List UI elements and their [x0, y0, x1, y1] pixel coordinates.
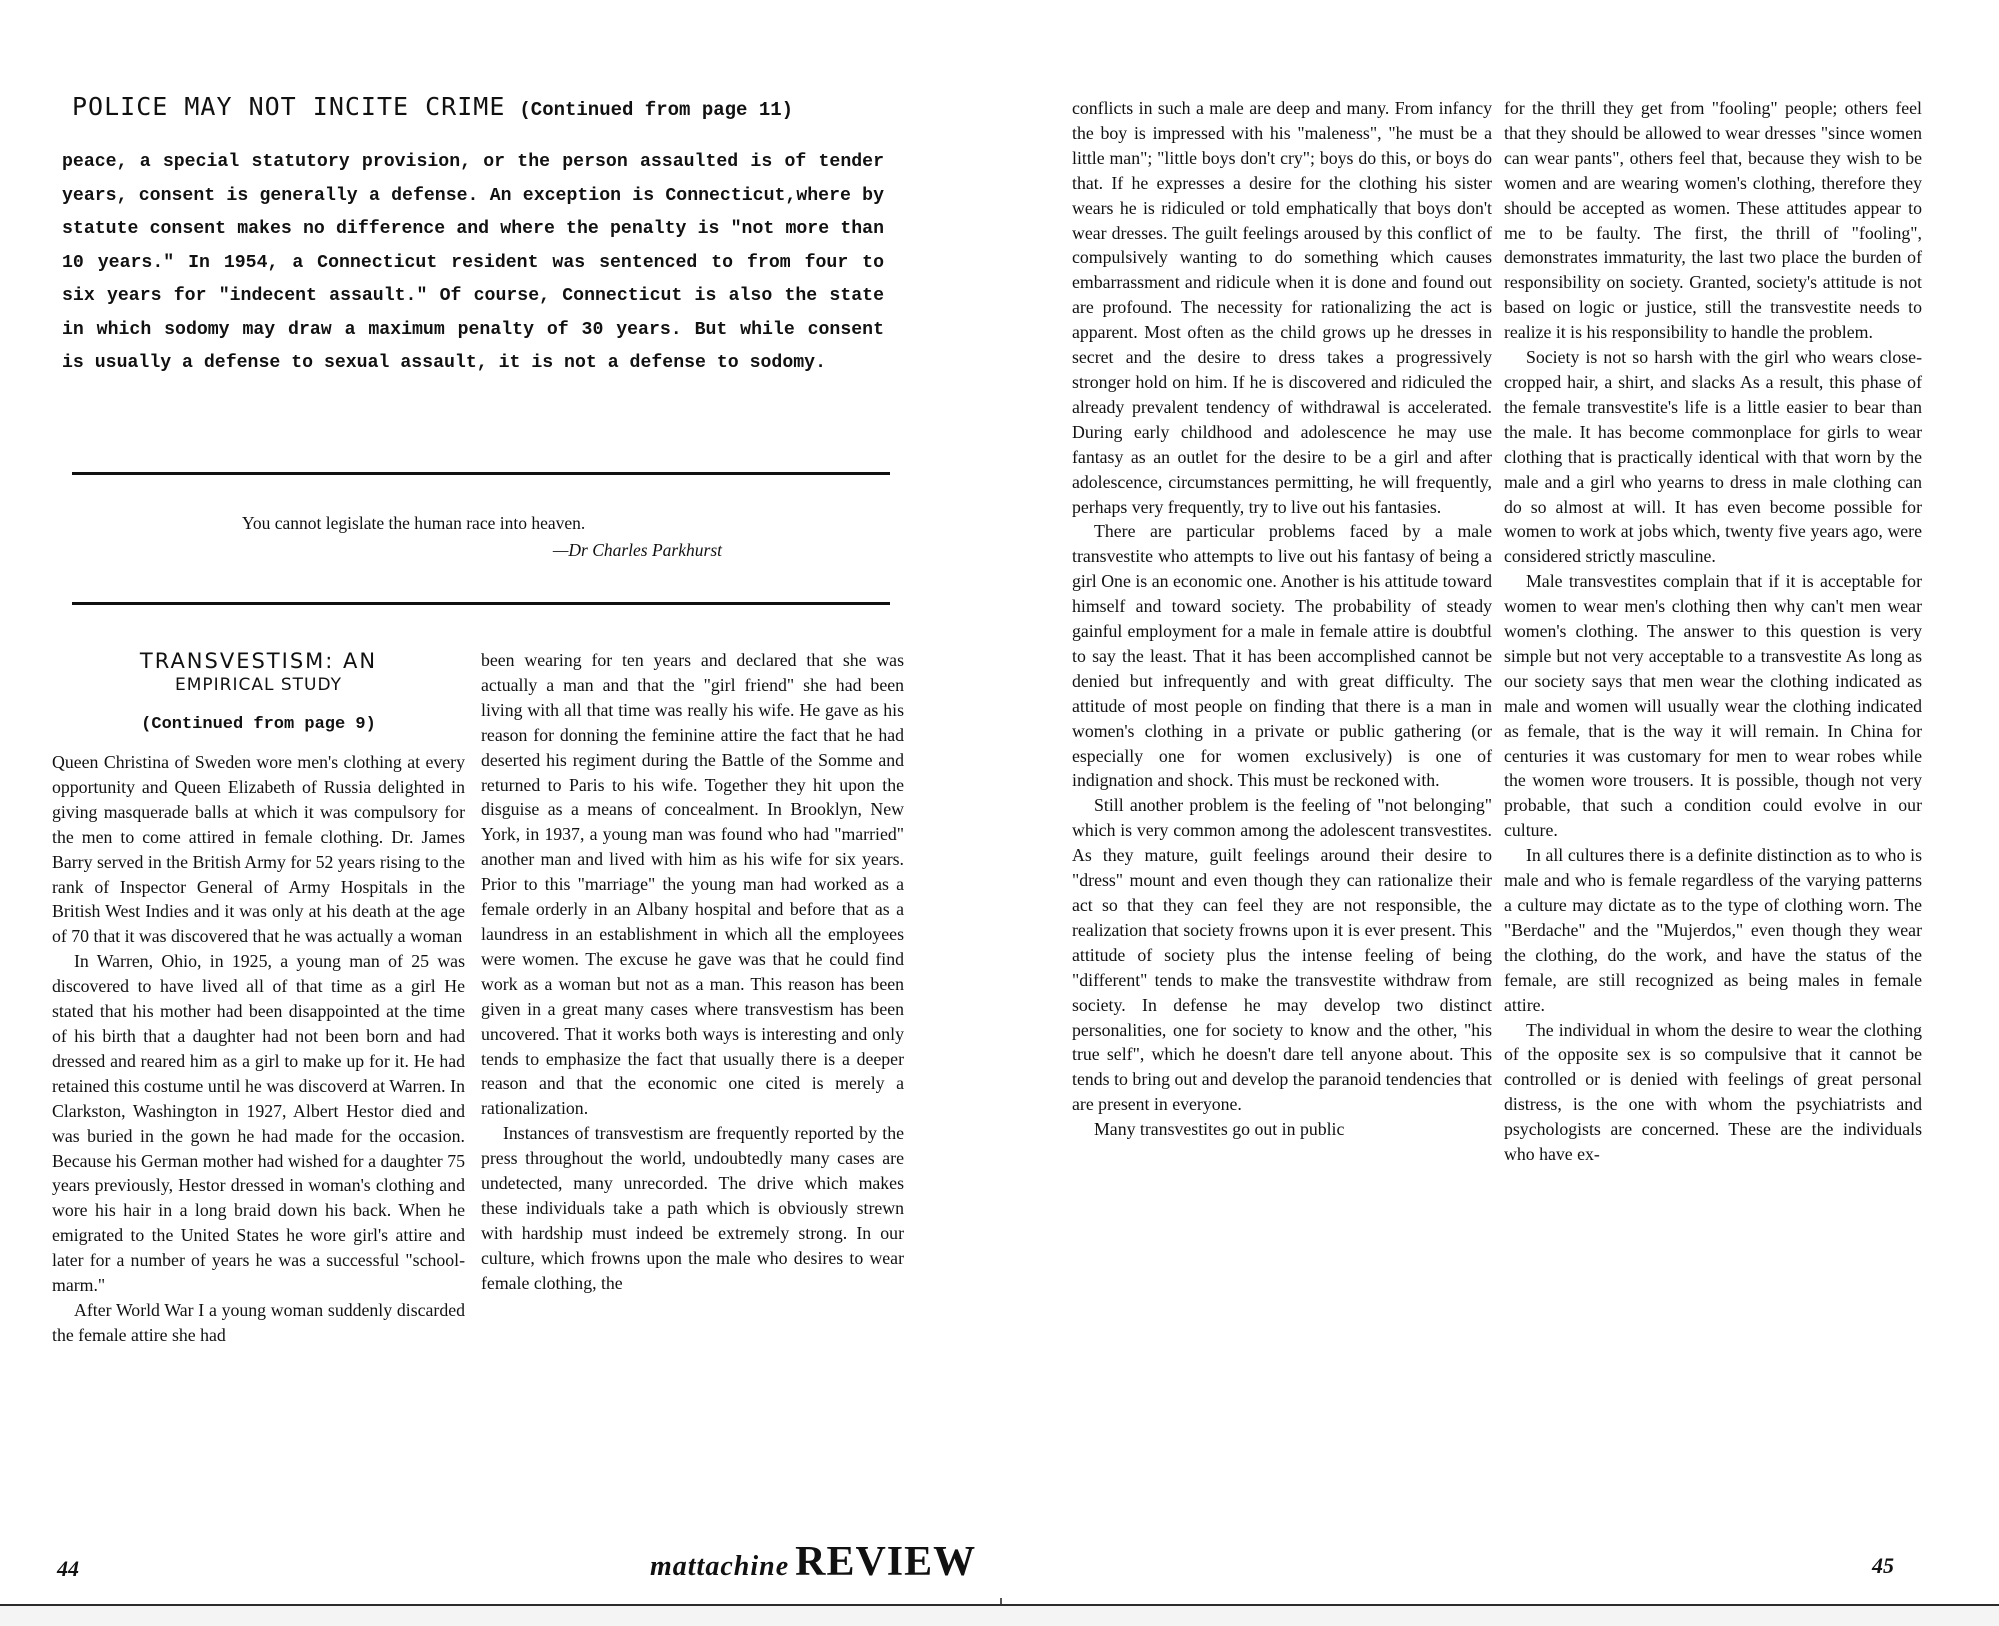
paragraph: Instances of transvestism are frequently reported by the press throughout the world, undoubtedly many cases are undetected, many unrecorded. The drive which makes these individuals take a path which is obviously strewn with hardship must indeed be extremely strong. In our culture, which frowns upon the male who desires to wear female clothing, the [481, 1123, 904, 1293]
police-article-body: peace, a special statutory provision, or the person assaulted is of tender years, consent is generally a defense. An exception is Connecticut,where by statute consent makes no difference and where the penalty is "not more than 10 years." In 1954, a Connecticut resident was sentenced to from four to six years for "indecent assault." Of course, Connecticut is also the state in which sodomy may draw a maximum penalty of 30 years. But while consent is usually a defense to sexual assault, it is not a defense to sodomy. [62, 152, 884, 373]
pull-quote [242, 510, 762, 564]
police-article-title [72, 92, 912, 121]
page-number-right: 45 [1872, 1553, 1894, 1578]
paragraph: There are particular problems faced by a male transvestite who attempts to live out his fantasy of being a girl One is an economic one. Another is his attitude toward himself and toward society. The probability of steady gainful employment for a male in female attire is doubtful to say the least. That it has been accomplished cannot be denied but infrequently and with great difficulty. The attitude of most people on finding that there is a man in women's clothing in a private or public gathering (or especially one for women exclusively) is one of indignation and shock. This must be reckoned with. [1072, 521, 1492, 791]
quote-author: —Dr Charles Parkhurst [552, 540, 722, 560]
paragraph: conflicts in such a male are deep and many. From infancy the boy is impressed with his "maleness", "he must be a little man"; "little boys don't cry"; boys do this, or boys do that. If he expresses a desire for the clothing his sister wears he is ridiculed or told emphatically that boys don't wear dresses. The guilt feelings aroused by this conflict of compulsively wanting to do something which causes embarrassment and ridicule when it is done and found out are profound. The necessity for rationalizing the act is apparent. Most often as the child grows up he dresses in secret and the desire to dress takes a progressively stronger hold on him. If he is discovered and ridiculed the already prevalent tendency of withdrawal is accelerated. During early childhood and adolescence he may use fantasy as an outlet for the desire to be a girl and after adolescence, circumstances permitting, he will frequently, perhaps very frequently, try to live out his fantasies. [1072, 98, 1492, 517]
article-heading [52, 648, 465, 740]
police-continued-note: (Continued from page 11) [519, 99, 794, 121]
article-title-line-1: TRANSVESTISM: AN [139, 649, 378, 673]
quote-text: You cannot legislate the human race into heaven. [242, 513, 586, 533]
paragraph: for the thrill they get from "fooling" people; others feel that they should be allowed to wear dresses "since women can wear pants", others feel that, because they wish to be women and are wearing women's clothing, therefore they should be accepted as women. These attitudes appear to me to be faulty. The first, the thrill of "fooling", demonstrates immaturity, the last two place the burden of responsibility on society. Granted, society's attitude is not based on logic or justice, still the transvestite needs to realize it is his responsibility to handle the problem. [1504, 98, 1922, 343]
paragraph: Society is not so harsh with the girl who wears close-cropped hair, a shirt, and slacks As a result, this phase of the female transvestite's life is a little easier to bear than the male. It has become commonplace for girls to wear clothing that is practically identical with that worn by the male and a girl who yearns to dress in male clothing can do so almost at will. It has even become possible for women to work at jobs which, twenty five years ago, were considered strictly masculine. [1504, 347, 1922, 567]
paragraph: been wearing for ten years and declared that she was actually a man and that the "girl friend" she had been living with all that time was really his wife. He gave as his reason for donning the feminine attire the fact that he had deserted his regiment during the Battle of the Somme and returned to Paris to his wife. Together they hit upon the disguise as a means of concealment. In Brooklyn, New York, in 1937, a young man was found who had "married" another man and lived with him as his wife for six years. Prior to this "marriage" the young man had worked as a female orderly in an Albany hospital and before that as a laundress in an establishment in which all the employees were women. The excuse he gave was that he could find work as a woman but not as a man. This reason has been given in a great many cases where transvestism has been uncovered. That it works both ways is interesting and only tends to emphasize the fact that usually there is a deeper reason and that the economic one cited is merely a rationalization. [481, 650, 904, 1119]
left-page [0, 0, 1000, 1624]
article-continued-note: (Continued from page 9) [141, 715, 376, 734]
paragraph: After World War I a young woman suddenly discarded the female attire she had [52, 1299, 465, 1345]
police-title-text: POLICE MAY NOT INCITE CRIME [72, 92, 506, 121]
masthead-review: REVIEW [795, 1539, 977, 1585]
scan-bottom-edge [0, 1604, 1999, 1626]
paragraph: Queen Christina of Sweden wore men's clothing at every opportunity and Queen Elizabeth of Russia delighted in giving masquerade balls at which it was compulsory for the men to come attired in female clothing. Dr. James Barry served in the British Army for 52 years rising to the rank of Inspector General of Army Hospitals in the British West Indies and it was only at his death at the age of 70 that it was discovered that he was actually a woman [52, 752, 465, 947]
masthead-mattachine: mattachine [650, 1551, 790, 1582]
paragraph: In all cultures there is a definite distinction as to who is male and who is female regardless of the varying patterns a culture may dictate as to the type of clothing worn. The "Berdache" and the "Mujerdos," even though they wear the clothing, do the work, and have the status of the female, are still recognized as being males in female attire. [1504, 845, 1922, 1015]
magazine-masthead [650, 1538, 976, 1586]
divider-rule-bottom [72, 602, 890, 605]
paragraph: Still another problem is the feeling of "not belonging" which is very common among the adolescent transvestites. As they mature, guilt feelings around their desire to "dress" mount and even though they can rationalize their act so that they can feel they are not responsible, the realization that society frowns upon it is ever present. This attitude of society plus the intense feeling of being "different" tends to make the transvestite withdraw from society. In defense he may develop two distinct personalities, one for society to know and the other, "his true self", which he doesn't dare tell anyone about. This tends to bring out and develop the paranoid tendencies that are present in everyone. [1072, 795, 1492, 1115]
page-number-left: 44 [57, 1556, 79, 1581]
article-title-line-2: EMPIRICAL STUDY [174, 675, 343, 695]
paragraph: The individual in whom the desire to wear the clothing of the opposite sex is so compulsive that it cannot be controlled or is denied with feelings of great personal distress, is the one with whom the psychiatrists and psychologists are concerned. These are the individuals who have ex- [1504, 1019, 1922, 1165]
right-page [1000, 0, 1999, 1624]
right-column-1 [1072, 96, 1492, 1142]
paragraph: In Warren, Ohio, in 1925, a young man of 25 was discovered to have lived all of that time as a girl He stated that his mother had been disappointed at the time of his birth that a daughter had not been born and had dressed and reared him as a girl to make up for it. He had retained this costume until he was discoverd at Warren. In Clarkston, Washington in 1927, Albert Hestor died and was buried in the gown he had made for the occasion. Because his German mother had wished for a daughter 75 years previously, Hestor dressed in woman's clothing and wore his hair in a long braid down his back. When he emigrated to the United States he wore girl's attire and later for a number of years he was a successful "school-marm." [52, 951, 465, 1296]
transvestism-column-1 [52, 648, 465, 1348]
divider-rule-top [72, 472, 890, 475]
right-column-2 [1504, 96, 1922, 1167]
paragraph: Many transvestites go out in public [1094, 1119, 1345, 1140]
paragraph: Male transvestites complain that if it is acceptable for women to wear men's clothing then why can't men wear women's clothing. The answer to this question is very simple but not very acceptable to a transvestite As long as our society says that men wear the clothing indicated as male and women will usually wear the clothing indicated as female, that is the way it will remain. In China for centuries it was customary for men to wear robes while the women wore trousers. It is possible, though not very probable, that such a condition could evolve in our culture. [1504, 571, 1922, 841]
transvestism-column-2 [481, 648, 904, 1296]
